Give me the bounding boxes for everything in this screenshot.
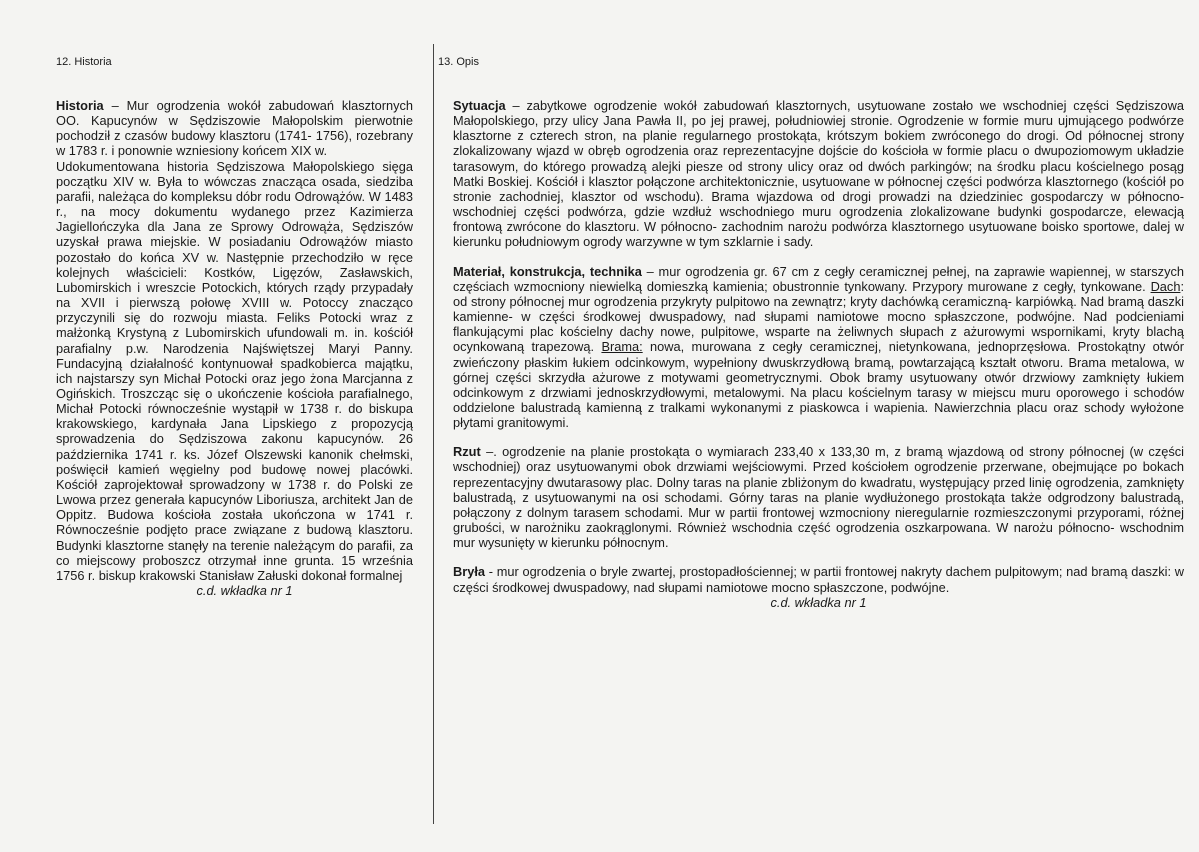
history-continued-note: c.d. wkładka nr 1 bbox=[196, 583, 293, 598]
material-body-3: nowa, murowana z cegły ceramicznej, nietynkowana, jednoprzęsłowa. Prostokątny otwór zwieńczony płaskim łukiem odcinkowym, wypełniony dwuskrzydłową bramą, powtarzającą kształt otworu. Brama metalowa, w górnej części skrzydła ażurowe z motywami geometrycznymi. Obok bramy usytuowany otwór drzwiowy zamknięty łukiem odcinkowym z drzwiami jednoskrzydłowymi, metalowymi. Na placu kościelnym tarasy w miejscu muru oporowego i schodów oddzielone balustradą kamienną z tralkami wykonanymi z piaskowca i wapienia. Nawierzchnia placu oraz schody wyłożone płytami granitowymi. bbox=[453, 339, 1184, 431]
material-dach-label: Dach bbox=[1150, 278, 1181, 294]
history-body-1: – Mur ogrodzenia wokół zabudowań klasztornych OO. Kapucynów w Sędziszowie Małopolskim pierwotnie pochodził z czasów budowy klasztoru (1741- 1756), rozebrany w 1783 r. i ponownie wzniesiony końcem XIX w. bbox=[56, 98, 413, 159]
material-section bbox=[453, 264, 1184, 431]
bryla-section bbox=[453, 564, 1184, 594]
rzut-heading: Rzut bbox=[453, 444, 481, 460]
rzut-section bbox=[453, 444, 1184, 550]
description-continued-note: c.d. wkładka nr 1 bbox=[770, 594, 867, 610]
history-column bbox=[56, 98, 413, 598]
left-column-header: 12. Historia bbox=[56, 56, 112, 68]
material-body-2: : od strony północnej mur ogrodzenia przykryty pulpitowo na zewnątrz; kryty dachówką ceramiczną- karpiówką. Nad bramą daszki kamienne- w części środkowej dwuspadowy, nad słupami namiotowe mocno spłaszczone, podwójne. Nad podcieniami flankującymi plac kościelny dachy nowe, pulpitowe, wsparte na żeliwnych słupach z ażurowymi wspornikami, kryty blachą ocynkowaną trapezową. bbox=[453, 278, 1184, 355]
right-column-header: 13. Opis bbox=[438, 56, 479, 68]
material-brama-label: Brama: bbox=[601, 339, 643, 355]
history-heading: Historia bbox=[56, 98, 104, 113]
history-paragraph-1 bbox=[56, 98, 413, 159]
sytuacja-section bbox=[453, 98, 1184, 250]
column-divider bbox=[433, 44, 434, 824]
history-paragraph-2: Udokumentowana historia Sędziszowa Małopolskiego sięga początku XIV w. Była to wówczas znacząca osada, siedziba parafii, należąca do kompleksu dóbr rodu Odrowążów. W 1483 r., na mocy dokumentu wydanego przez Kazimierza Jagiellończyka dla Jana ze Sprowy Odrowąża, Sędziszów uzyskał prawa miejskie. W posiadaniu Odrowążów miasto pozostało do końca XV w. Następnie przechodziło w ręce kolejnych właścicieli: Kostków, Ligęzów, Zasławskich, Lubomirskich i wreszcie Potockich, których rządy przypadały na XVII i pierwszą połowę XVIII w. Potoccy znacząco przyczynili się do rozwoju miasta. Feliks Potocki wraz z małżonką Krystyną z Lubomirskich ufundowali m. in. kościół parafialny p.w. Narodzenia Najświętszej Maryi Panny. Fundacyjną działalność kontynuował spadkobierca majątku, ich najstarszy syn Michał Potocki oraz jego żona Marcjanna z Ogińskich. Troszcząc się o ukończenie kościoła parafialnego, Michał Potocki równocześnie wystąpił w 1738 r. do biskupa krakowskiego, kardynała Jana Lipskiego z propozycją sprowadzenia do Sędziszowa zakonu kapucynów. 26 października 1741 r. ks. Józef Olszewski kanonik chełmski, poświęcił kamień węgielny pod budowę nowej placówki. Kościół zaprojektował sprowadzony w 1738 r. do Polski ze Lwowa przez generała kapucynów Liboriusza, architekt Jan de Oppitz. Budowa kościoła została ukończona w 1741 r. Równocześnie podjęto prace związane z budową klasztoru. Budynki klasztorne stanęły na terenie należącym do parafii, za co miejscowy proboszcz otrzymał inne grunta. 15 września 1756 r. biskup krakowski Stanisław Załuski dokonał formalnej bbox=[56, 158, 413, 583]
bryla-heading: Bryła bbox=[453, 564, 486, 580]
sytuacja-body: – zabytkowe ogrodzenie wokół zabudowań klasztornych, usytuowane zostało we wschodniej części Sędziszowa Małopolskiego, przy ulicy Jana Pawła II, po jej prawej, południowiej stronie. Ogrodzenie w formie muru ujmującego podwórze klasztorne z czterech stron, na planie regularnego prostokąta, krótszym bokiem zwróconego do drogi. Od północnej strony zlokalizowany wjazd w obręb ogrodzenia oraz reprezentacyjne dojście do kościoła w formie placu o dwupoziomowym układzie tarasowym, do którego prowadzą alejki piesze od strony ulicy oraz od dwóch parkingów; na środku placu kościelnego posąg Matki Boskiej. Kościół i klasztor połączone architektonicznie, usytuowane w północnej części podwórza klasztornego (kościół po stronie zachodniej, klasztor od wschodu). Brama wjazdowa od drogi prowadzi na dziedziniec gospodarczy w północno- wschodniej części podwórza, gdzie wzdłuż wschodniego muru ogrodzenia zlokalizowane budynki gospodarcze, elewacją frontową zwrócone do klasztoru. W północno- zachodnim narożu podwórza klasztornego usytuowane boisko sportowe, dalej w kierunku południowym ogrody warzywne w tym szklarnie i sady. bbox=[453, 98, 1184, 250]
description-column bbox=[453, 98, 1184, 610]
rzut-body: –. ogrodzenie na planie prostokąta o wymiarach 233,40 x 133,30 m, z bramą wjazdową od strony północnej (w części wschodniej) oraz usytuowanymi obok drzwiami wejściowymi. Przed kościołem ogrodzenie przerwane, obejmujące po bokach reprezentacyjny dwutarasowy plac. Dolny taras na planie zbliżonym do kwadratu, występujący przed linię ogrodzenia, zamknięty balustradą, z usytuowanymi na osi schodami. Górny taras na planie wydłużonego prostokąta także odgrodzony balustradą, połączony z dolnym tarasem schodami. Mur w partii frontowej wzmocniony nieregularnie rozmieszczonymi przyporami, różnej grubości, w narożniku zaokrąglonymi. Również wschodnia część ogrodzenia oszkarpowana. W narożu północno- wschodnim mur wysunięty w kierunku północnym. bbox=[453, 444, 1184, 551]
sytuacja-heading: Sytuacja bbox=[453, 98, 506, 113]
material-heading: Materiał, konstrukcja, technika bbox=[453, 263, 642, 279]
bryla-body: - mur ogrodzenia o bryle zwartej, prostopadłościennej; w partii frontowej nakryty dachem pulpitowym; nad bramą daszki: w części środkowej dwuspadowy, nad słupami namiotowe mocno spłaszczone, podwójne. bbox=[453, 564, 1184, 595]
material-body-1: – mur ogrodzenia gr. 67 cm z cegły ceramicznej pełnej, na zaprawie wapiennej, w starszych częściach wzmocniony niewielką domieszką kamienia; obustronnie tynkowany. Przypory murowane z cegły, tynkowane. bbox=[453, 263, 1184, 294]
